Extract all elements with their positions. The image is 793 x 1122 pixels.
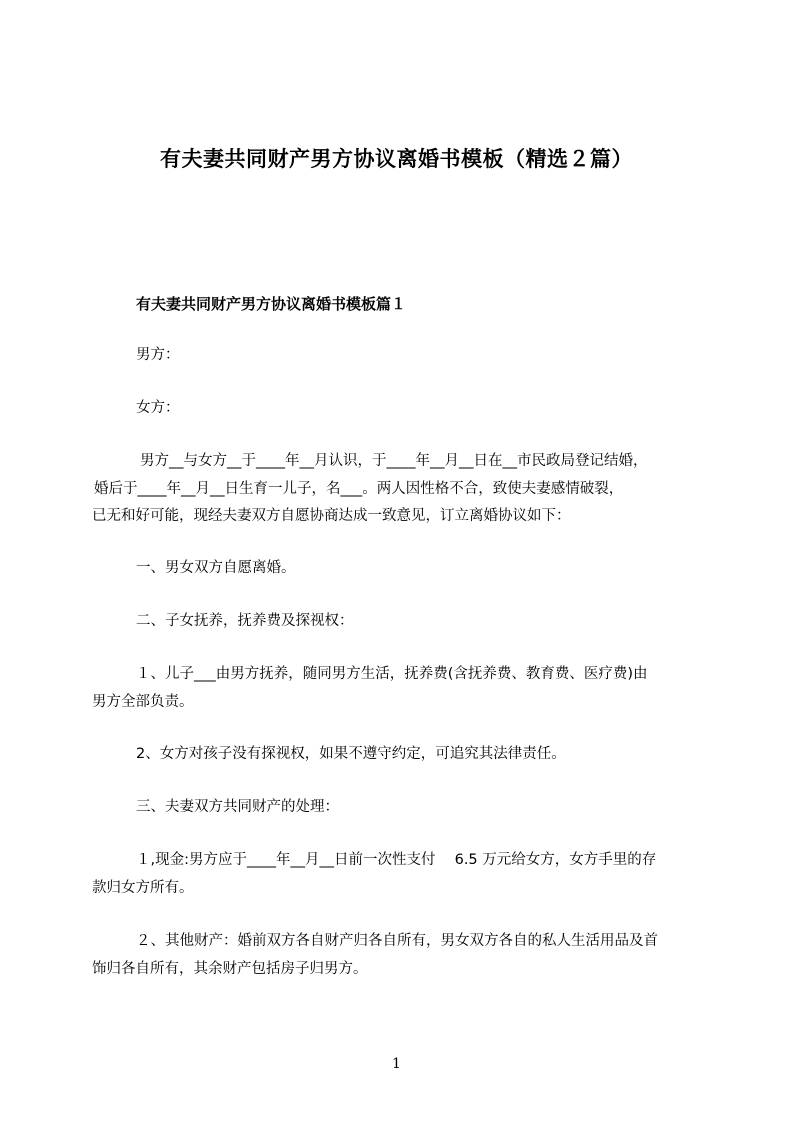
clause-3-item-2-line-1: ２、其他财产：婚前双方各自财产归各自所有，男女双方各自的私人生活用品及首: [136, 933, 658, 949]
paragraph-intro-line-2: 婚后于____年__月__日生育一儿子，名___。两人因性格不合，致使夫妻感情破裂，: [94, 481, 624, 497]
clause-2-item-1-line-2: 男方全部负责。: [92, 694, 194, 710]
clause-2: 二、子女抚养，抚养费及探视权：: [136, 613, 354, 629]
clause-3: 三、夫妻双方共同财产的处理：: [136, 799, 339, 815]
clause-3-item-2-line-2: 饰归各自所有，其余财产包括房子归男方。: [92, 961, 368, 977]
paragraph-intro-line-3: 已无和好可能，现经夫妻双方自愿协商达成一致意见，订立离婚协议如下：: [92, 508, 571, 524]
clause-3-item-1-line-1: １,现金:男方应于____年__月__日前一次性支付 6.5 万元给女方，女方手里的存: [136, 852, 657, 868]
clause-3-item-1-line-2: 款归女方所有。: [92, 880, 194, 896]
clause-2-item-2: 2、女方对孩子没有探视权，如果不遵守约定，可追究其法律责任。: [136, 746, 566, 762]
section-heading: 有夫妻共同财产男方协议离婚书模板篇１: [136, 295, 407, 313]
paragraph-male-party: 男方：: [136, 347, 180, 363]
document-title: 有夫妻共同财产男方协议离婚书模板（精选２篇）: [160, 147, 633, 171]
paragraph-intro-line-1: 男方__与女方__于____年__月认识，于____年__月__日在__市民政局登记结婚，: [140, 453, 648, 469]
page-number: 1: [392, 1056, 401, 1072]
clause-2-item-1-line-1: １、儿子___由男方抚养，随同男方生活，抚养费(含抚养费、教育费、医疗费)由: [136, 666, 648, 682]
paragraph-female-party: 女方：: [136, 400, 180, 416]
clause-1: 一、男女双方自愿离婚。: [136, 560, 296, 576]
